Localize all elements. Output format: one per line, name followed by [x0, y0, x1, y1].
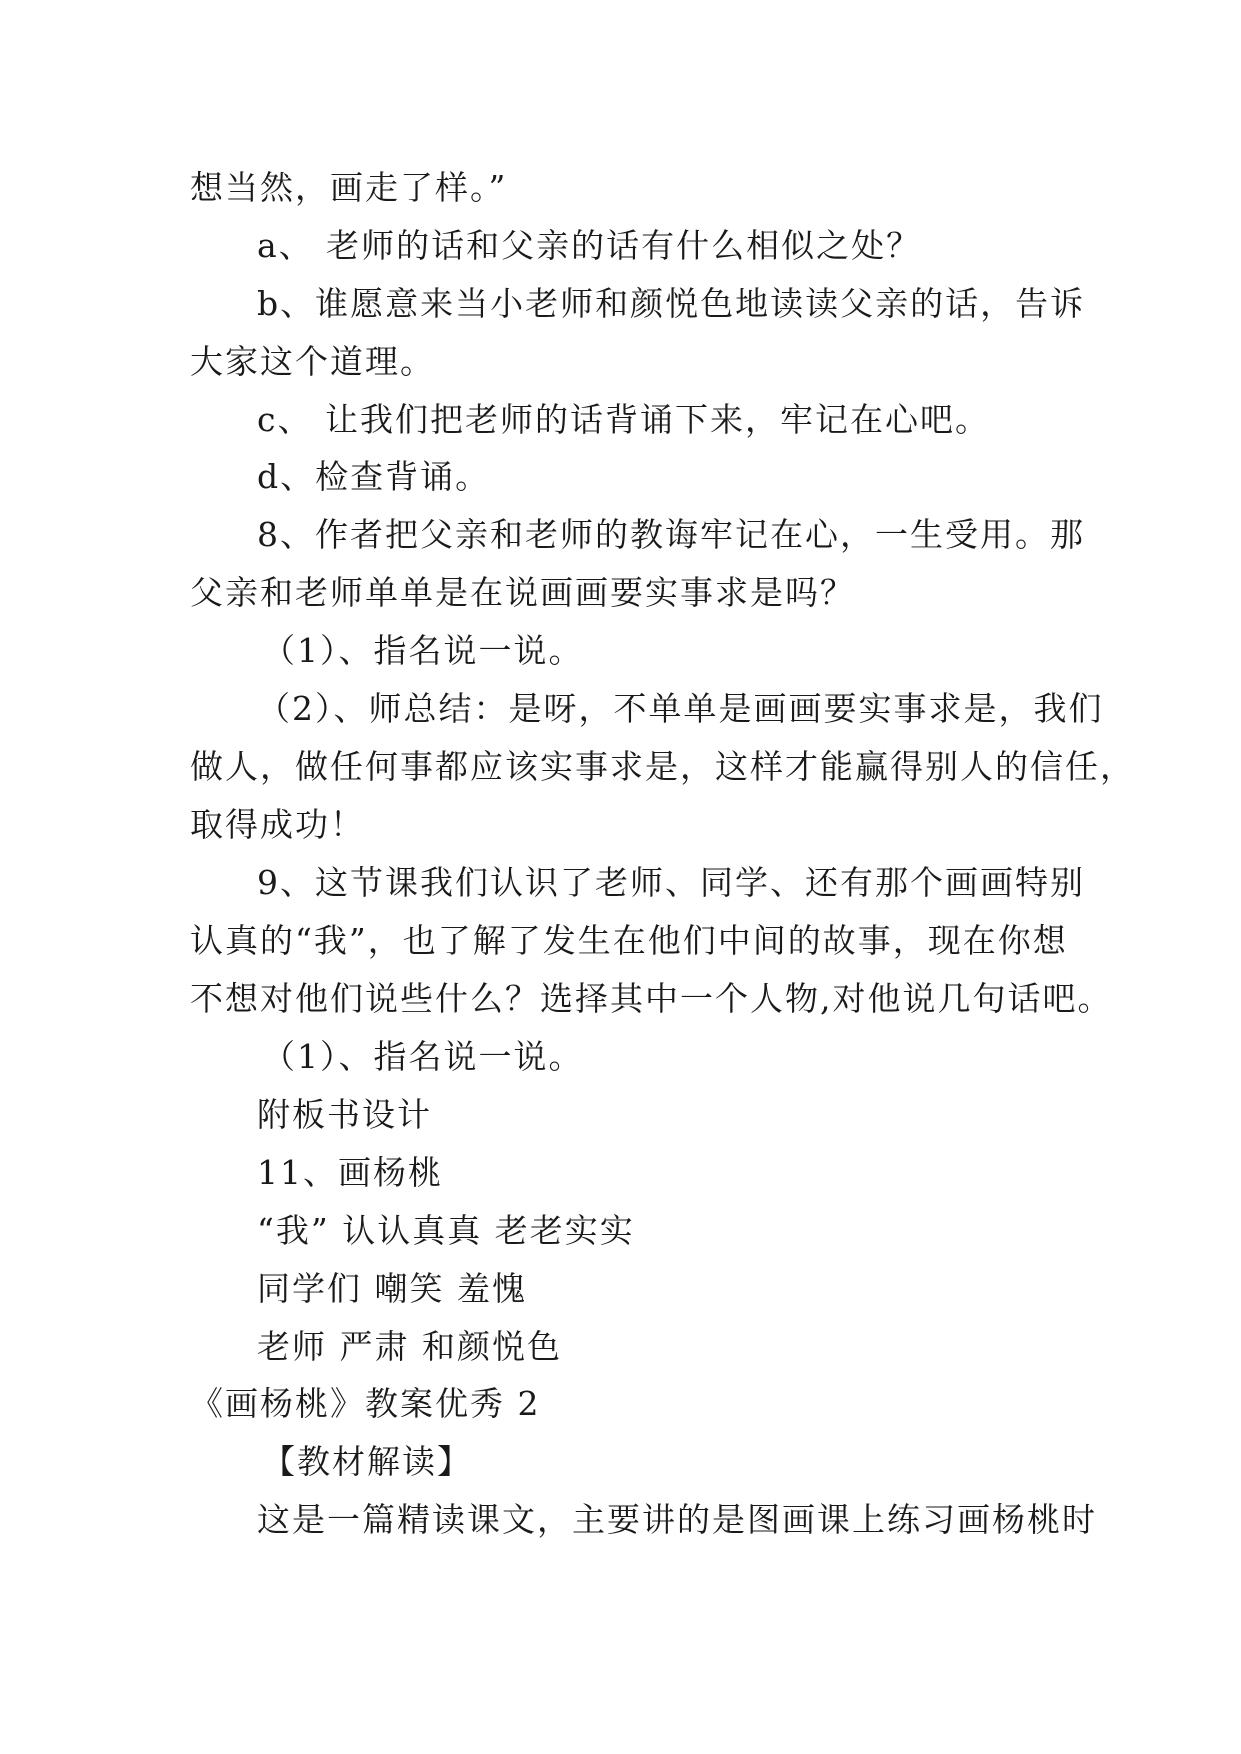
paragraph-line: 大家这个道理。	[190, 342, 435, 381]
paragraph-line: a、 老师的话和父亲的话有什么相似之处？	[257, 226, 922, 265]
paragraph-line: 认真的“我”，也了解了发生在他们中间的故事，现在你想	[190, 921, 1068, 960]
paragraph-line: 做人，做任何事都应该实事求是，这样才能赢得别人的信任，	[190, 747, 1135, 786]
paragraph-line: 8、作者把父亲和老师的教诲牢记在心，一生受用。那	[257, 515, 1085, 554]
section-heading: 【教材解读】	[262, 1442, 472, 1481]
paragraph-line: 父亲和老师单单是在说画画要实事求是吗？	[190, 573, 855, 612]
paragraph-line: 想当然，画走了样。”	[190, 168, 508, 207]
paragraph-line: 不想对他们说些什么？选择其中一个人物,对他说几句话吧。	[190, 979, 1113, 1018]
board-design-row: “我” 认认真真 老老实实	[257, 1211, 635, 1250]
paragraph-line: 取得成功！	[190, 805, 365, 844]
section-title: 《画杨桃》教案优秀 2	[190, 1384, 541, 1423]
paragraph-line: （1）、指名说一说。	[262, 1037, 584, 1076]
paragraph-line: 这是一篇精读课文，主要讲的是图画课上练习画杨桃时	[257, 1500, 1097, 1539]
board-design-row: 老师 严肃 和颜悦色	[257, 1327, 562, 1366]
paragraph-line: d、检查背诵。	[257, 457, 491, 496]
paragraph-line: （2）、师总结：是呀，不单单是画画要实事求是，我们	[257, 689, 1104, 728]
board-design-heading: 附板书设计	[257, 1095, 432, 1134]
paragraph-line: c、 让我们把老师的话背诵下来，牢记在心吧。	[257, 400, 990, 439]
paragraph-line: （1）、指名说一说。	[262, 631, 584, 670]
board-design-title: 11、画杨桃	[257, 1153, 443, 1192]
board-design-row: 同学们 嘲笑 羞愧	[257, 1269, 527, 1308]
paragraph-line: b、谁愿意来当小老师和颜悦色地读读父亲的话，告诉	[257, 284, 1086, 323]
paragraph-line: 9、这节课我们认识了老师、同学、还有那个画画特别	[257, 863, 1085, 902]
